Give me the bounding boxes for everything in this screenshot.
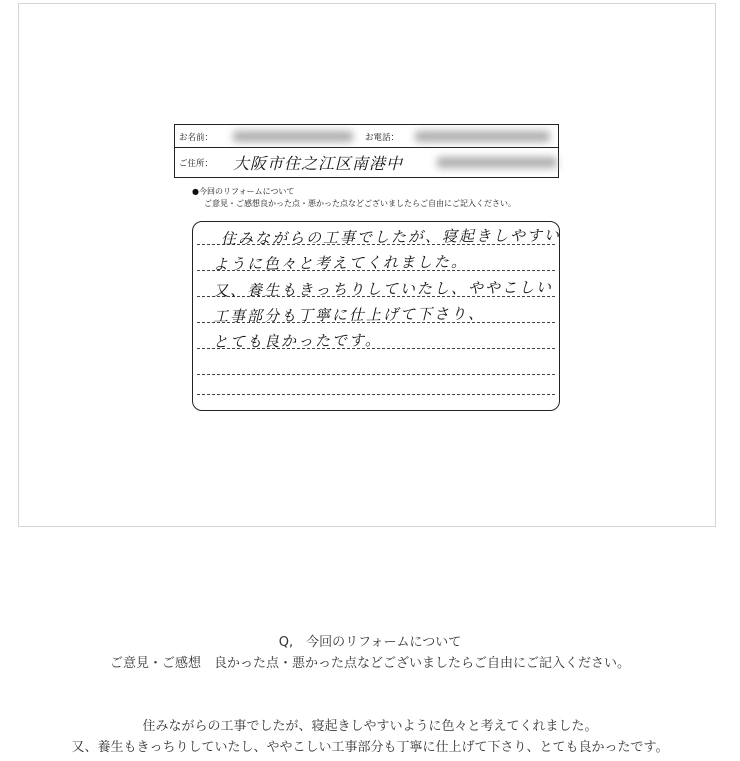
handwritten-line-3: 又、養生もきっちりしていたし、ややこしい [212,278,554,300]
ruled-line [197,394,555,395]
survey-card [174,124,564,414]
phone-label: お電話： [365,133,400,143]
prompt-line1: ●今回のリフォームについて [192,187,295,196]
address-row [175,147,558,177]
address-handwritten: 大阪市住之江区南港中 [233,154,404,173]
redacted-phone [415,131,550,142]
name-label: お名前： [179,133,214,143]
ruled-line [197,374,555,375]
question-line-2: ご意見・ご感想 良かった点・悪かった点などございましたらご自由にご記入ください。 [109,656,630,671]
answer-line-2: 又、養生もきっちりしていたし、ややこしい工事部分も丁寧に仕上げて下さり、とても良かったです。 [71,740,669,755]
name-phone-row [175,125,558,148]
question-line-1: Q, 今回のリフォームについて [278,635,462,650]
handwritten-line-1: 住みながらの工事でしたが、寝起きしやすい [220,226,562,248]
prompt-line2: ご意見・ご感想良かった点・悪かった点などございましたらご自由にご記入ください。 [204,199,516,208]
handwritten-line-5: とても良かったです。 [212,331,382,351]
contact-header-box [174,124,559,178]
survey-card-photo [18,3,716,527]
address-label: ご住所： [179,159,214,169]
answer-line-1: 住みながらの工事でしたが、寝起きしやすいように色々と考えてくれました。 [142,719,598,734]
redacted-address [437,157,557,168]
handwritten-answer-box [192,221,560,411]
handwritten-line-4: 工事部分も丁寧に仕上げて下さり、 [212,304,486,326]
redacted-name [233,131,353,142]
handwritten-line-2: ように色々と考えてくれました。 [212,252,469,274]
